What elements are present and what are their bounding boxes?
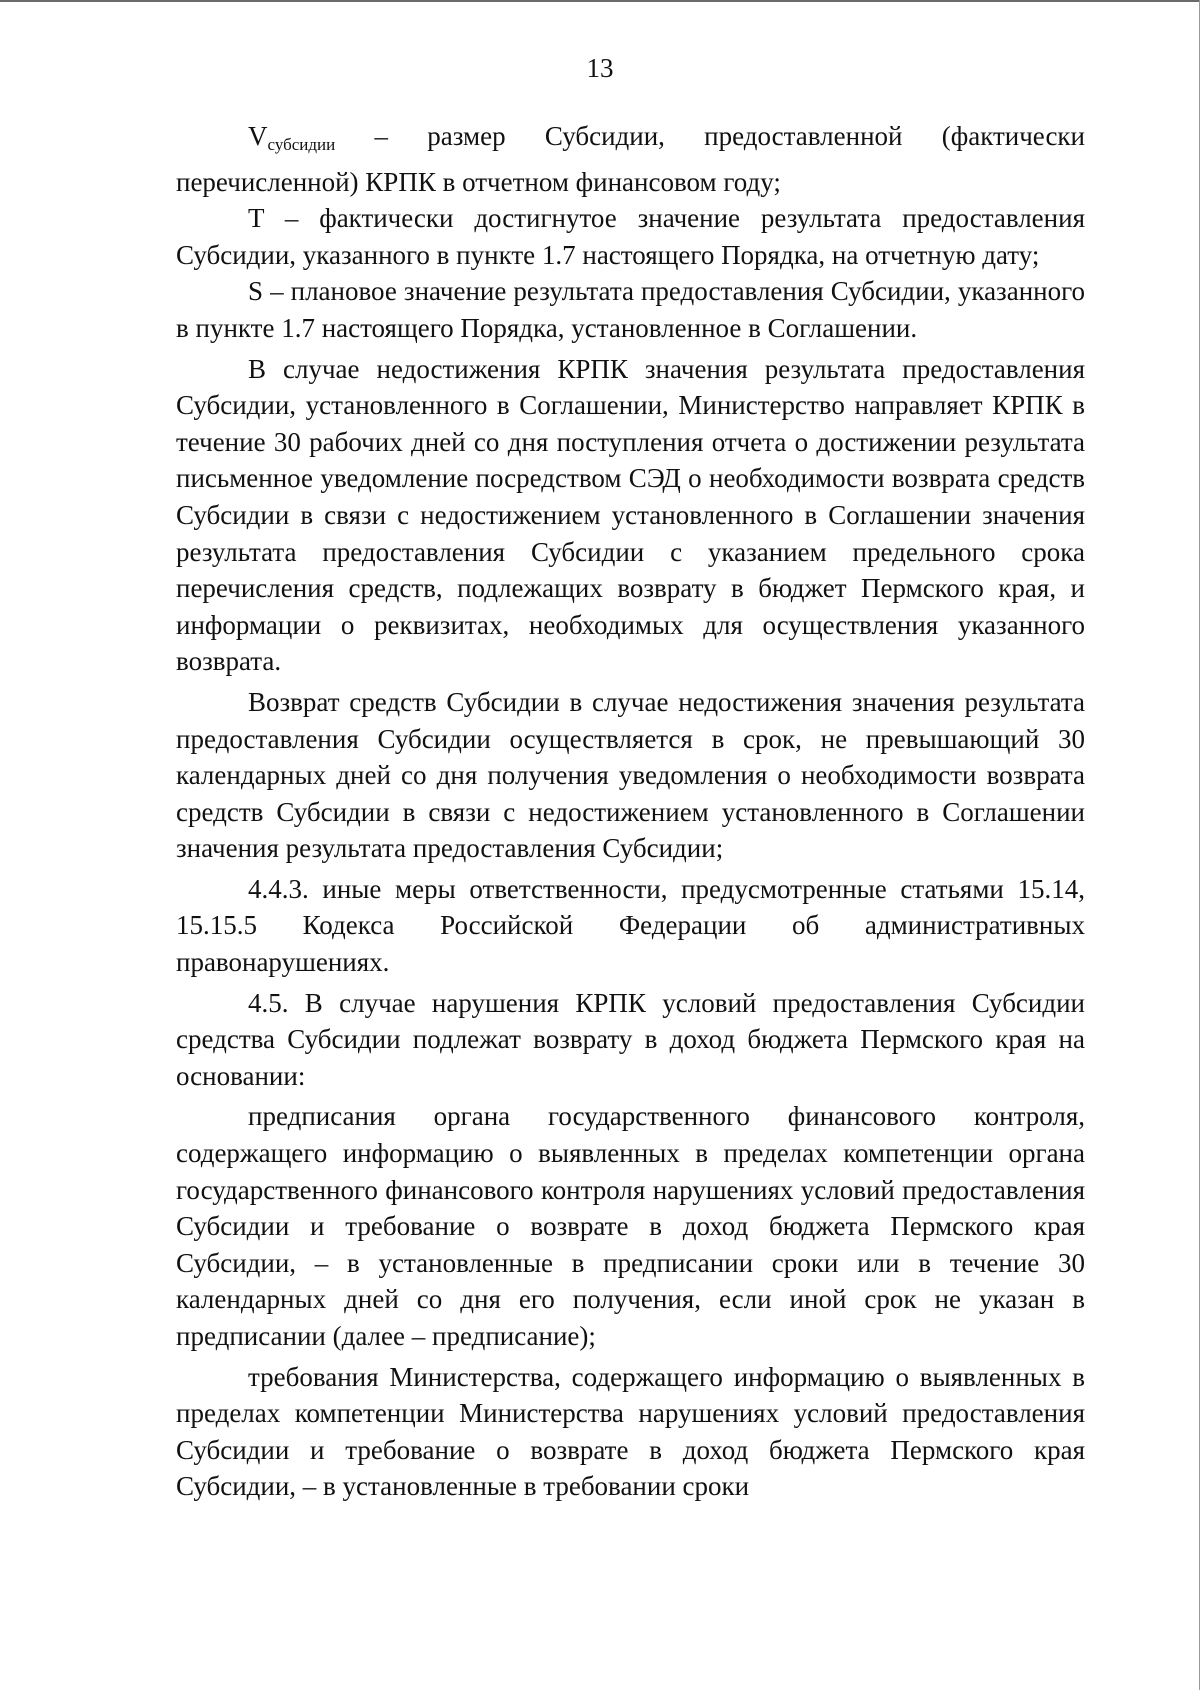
paragraph-prescription: предписания органа государственного финансового контроля, содержащего информацию о выявленных в пределах компетенции органа государственного финансового контроля нарушениях условий предоставления Субсидии и требование о возврате в доход бюджета Пермского края Субсидии, – в установленные в предписании сроки или в течение 30 календарных дней со дня его получения, если иной срок не указан в предписании (далее – предписание); [176,1101,1085,1351]
formula-definition-s [176,273,1085,346]
paragraph-refund-deadline: Возврат средств Субсидии в случае недостижения значения результата предоставления Субсидии осуществляется в срок, не превышающий 30 календарных дней со дня получения уведомления о необходимости возврата средств Субсидии в связи с недостижением установленного в Соглашении значения результата предоставления Субсидии; [176,686,1085,864]
formula-subscript: субсидии [267,135,336,154]
formula-symbol: V [248,121,268,151]
paragraph-4-4-3: 4.4.3. иные меры ответственности, предусмотренные статьями 15.14, 15.15.5 Кодекса Российской Федерации об административных правонарушениях. [176,873,1085,978]
paragraph-nonachievement-notice: В случае недостижения КРПК значения результата предоставления Субсидии, установленного в Соглашении, Министерство направляет КРПК в течение 30 рабочих дней со дня поступления отчета о достижении результата письменное уведомление посредством СЭД о необходимости возврата средств Субсидии в связи с недостижением установленного в Соглашении значения результата предоставления Субсидии с указанием предельного срока перечисления средств, подлежащих возврату в бюджет Пермского края, и информации о реквизитах, необходимых для осуществления указанного возврата. [176,353,1085,677]
formula-symbol: S [248,276,264,307]
paragraph-ministry-requirement: требования Министерства, содержащего информацию о выявленных в пределах компетенции Министерства нарушениях условий предоставления Субсидии и требование о возврате в доход бюджета Пермского края Субсидии, – в установленные в требовании сроки [176,1361,1085,1502]
formula-definition-v [176,118,1085,200]
document-body [176,118,1085,1505]
formula-definition-t [176,200,1085,273]
formula-definition-text: – фактически достигнутое значение результата предоставления Субсидии, указанного в пункте 1.7 настоящего Порядка, на отчетную дату; [176,203,1085,270]
formula-definition-text: – плановое значение результата предоставления Субсидии, указанного в пункте 1.7 настоящего Порядка, установленное в Соглашении. [176,276,1085,343]
formula-definition-text: – размер Субсидии, предоставленной (фактически перечисленной) КРПК в отчетном финансовом году; [176,121,1085,197]
paragraph-4-5: 4.5. В случае нарушения КРПК условий предоставления Субсидии средства Субсидии подлежат возврату в доход бюджета Пермского края на основании: [176,987,1085,1091]
page-number: 13 [586,53,614,83]
scan-top-edge [0,0,1200,2]
formula-symbol: T [248,203,265,234]
